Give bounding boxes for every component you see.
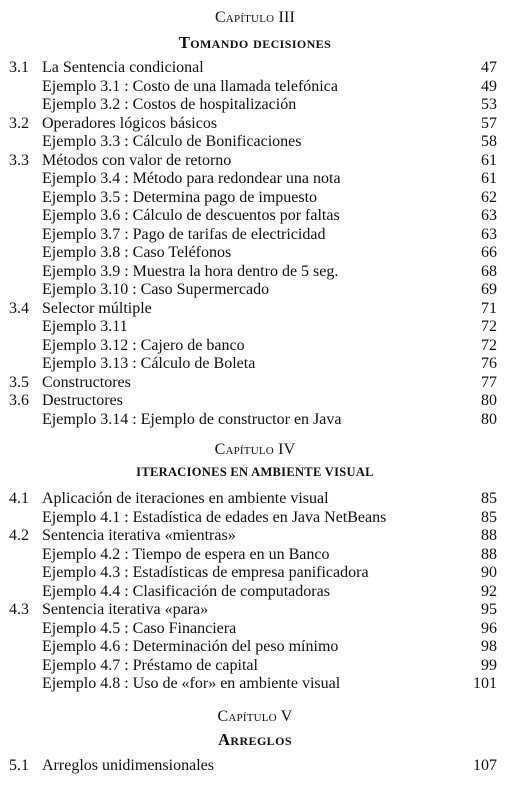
section-title: Sentencia iterativa «mientras» [42, 527, 236, 544]
example-title: Ejemplo 3.14 : Ejemplo de constructor en Java [42, 410, 342, 428]
chapter-4-title: ITERACIONES EN AMBIENTE VISUAL [136, 465, 374, 479]
example-title: Ejemplo 3.3 : Cálculo de Bonificaciones [42, 133, 302, 150]
example-title: Ejemplo 4.8 : Uso de «for» en ambiente visual [42, 675, 341, 692]
page-number: 88 [481, 545, 497, 563]
page-number: 95 [481, 601, 497, 618]
chapter-4-label: Capítulo IV [214, 441, 296, 458]
section-title: Sentencia iterativa «para» [42, 601, 209, 618]
example-title: Ejemplo 3.8 : Caso Teléfonos [42, 244, 232, 261]
example-title: Ejemplo 4.5 : Caso Financiera [42, 619, 237, 637]
section-title: Selector múltiple [42, 299, 152, 317]
section-number: 3.2 [9, 114, 29, 132]
toc-entry [0, 170, 510, 188]
page-number: 68 [481, 262, 497, 280]
page-number: 63 [481, 207, 497, 224]
example-title: Ejemplo 3.12 : Cajero de banco [42, 336, 245, 354]
example-title: Ejemplo 3.2 : Costos de hospitalización [42, 96, 297, 113]
toc-entry [0, 244, 510, 262]
section-title: Destructores [42, 392, 123, 409]
page-number: 69 [481, 281, 497, 298]
page-number: 85 [481, 490, 497, 507]
toc-entry [0, 59, 510, 77]
section-title: Operadores lógicos básicos [42, 114, 218, 132]
section-number: 3.4 [9, 299, 29, 317]
toc-entry [0, 411, 510, 429]
page-number: 96 [481, 619, 497, 637]
page-number: 85 [481, 508, 497, 526]
chapter-3-label: Capítulo III [214, 9, 296, 26]
page-number: 72 [481, 336, 497, 354]
toc-entry [0, 657, 510, 675]
toc-entry [0, 509, 510, 527]
toc-entry [0, 355, 510, 373]
example-title: Ejemplo 3.5 : Determina pago de impuesto [42, 188, 318, 206]
toc-entry [0, 96, 510, 114]
page-number: 71 [481, 299, 497, 317]
page-number: 49 [481, 77, 497, 95]
toc-entry [0, 620, 510, 638]
page-number: 47 [481, 59, 497, 76]
section-number: 3.5 [9, 373, 29, 391]
example-title: Ejemplo 4.6 : Determinación del peso mínimo [42, 638, 339, 655]
page-number: 76 [481, 355, 497, 372]
page-number: 88 [481, 527, 497, 544]
page-number: 90 [481, 564, 497, 581]
toc-entry [0, 337, 510, 355]
example-title: Ejemplo 4.3 : Estadísticas de empresa panificadora [42, 564, 369, 581]
section-title: Aplicación de iteraciones en ambiente visual [42, 490, 329, 507]
toc-entry [0, 546, 510, 564]
page-number: 72 [481, 318, 497, 335]
toc-entry [0, 78, 510, 96]
example-title: Ejemplo 3.7 : Pago de tarifas de electricidad [42, 225, 326, 243]
page-number: 58 [481, 133, 497, 150]
page-number: 107 [473, 757, 497, 774]
section-title: Arreglos unidimensionales [42, 757, 214, 774]
chapter-5-title: Arreglos [218, 730, 292, 749]
toc-entry [0, 189, 510, 207]
page-number: 61 [481, 151, 497, 169]
page-number: 61 [481, 170, 497, 187]
page-number: 99 [481, 656, 497, 674]
example-title: Ejemplo 3.10 : Caso Supermercado [42, 281, 270, 298]
toc-entry [0, 226, 510, 244]
page-number: 77 [481, 373, 497, 391]
toc-entry [0, 374, 510, 392]
toc-entry [0, 638, 510, 656]
page-number: 80 [481, 410, 497, 428]
page-number: 80 [481, 392, 497, 409]
example-title: Ejemplo 4.2 : Tiempo de espera en un Banco [42, 545, 330, 563]
page-number: 92 [481, 582, 497, 600]
example-title: Ejemplo 3.11 [42, 318, 128, 335]
chapter-3-title: Tomando decisiones [178, 33, 332, 52]
toc-entry [0, 490, 510, 508]
section-title: Constructores [42, 373, 131, 391]
toc-entry [0, 263, 510, 281]
section-number: 4.2 [9, 527, 29, 544]
toc-entry [0, 207, 510, 225]
toc-entry [0, 675, 510, 693]
toc-entry [0, 133, 510, 151]
toc-entry [0, 318, 510, 336]
example-title: Ejemplo 4.7 : Préstamo de capital [42, 656, 258, 674]
page-number: 63 [481, 225, 497, 243]
toc-entry [0, 300, 510, 318]
section-number: 3.6 [9, 392, 29, 409]
example-title: Ejemplo 4.1 : Estadística de edades en Java NetBeans [42, 508, 387, 526]
page-number: 98 [481, 638, 497, 655]
page-number: 66 [481, 244, 497, 261]
example-title: Ejemplo 4.4 : Clasificación de computadoras [42, 582, 330, 600]
section-number: 4.1 [9, 490, 29, 507]
chapter-5-label: Capítulo V [217, 708, 293, 725]
example-title: Ejemplo 3.4 : Método para redondear una nota [42, 170, 341, 187]
section-title: Métodos con valor de retorno [42, 151, 232, 169]
page-number: 57 [481, 114, 497, 132]
page-number: 53 [481, 96, 497, 113]
toc-entry [0, 757, 510, 775]
toc-entry [0, 527, 510, 545]
section-number: 3.1 [9, 59, 29, 76]
toc-entry [0, 601, 510, 619]
toc-entry [0, 281, 510, 299]
example-title: Ejemplo 3.13 : Cálculo de Boleta [42, 355, 256, 372]
toc-entry [0, 115, 510, 133]
example-title: Ejemplo 3.9 : Muestra la hora dentro de 5 seg. [42, 262, 339, 280]
section-number: 5.1 [9, 757, 29, 774]
section-title: La Sentencia condicional [42, 59, 204, 76]
toc-entry [0, 392, 510, 410]
example-title: Ejemplo 3.6 : Cálculo de descuentos por faltas [42, 207, 340, 224]
toc-entry [0, 152, 510, 170]
example-title: Ejemplo 3.1 : Costo de una llamada telefónica [42, 77, 338, 95]
section-number: 4.3 [9, 601, 29, 618]
toc-entry [0, 564, 510, 582]
page-number: 62 [481, 188, 497, 206]
page-number: 101 [473, 675, 497, 692]
section-number: 3.3 [9, 151, 29, 169]
toc-entry [0, 583, 510, 601]
